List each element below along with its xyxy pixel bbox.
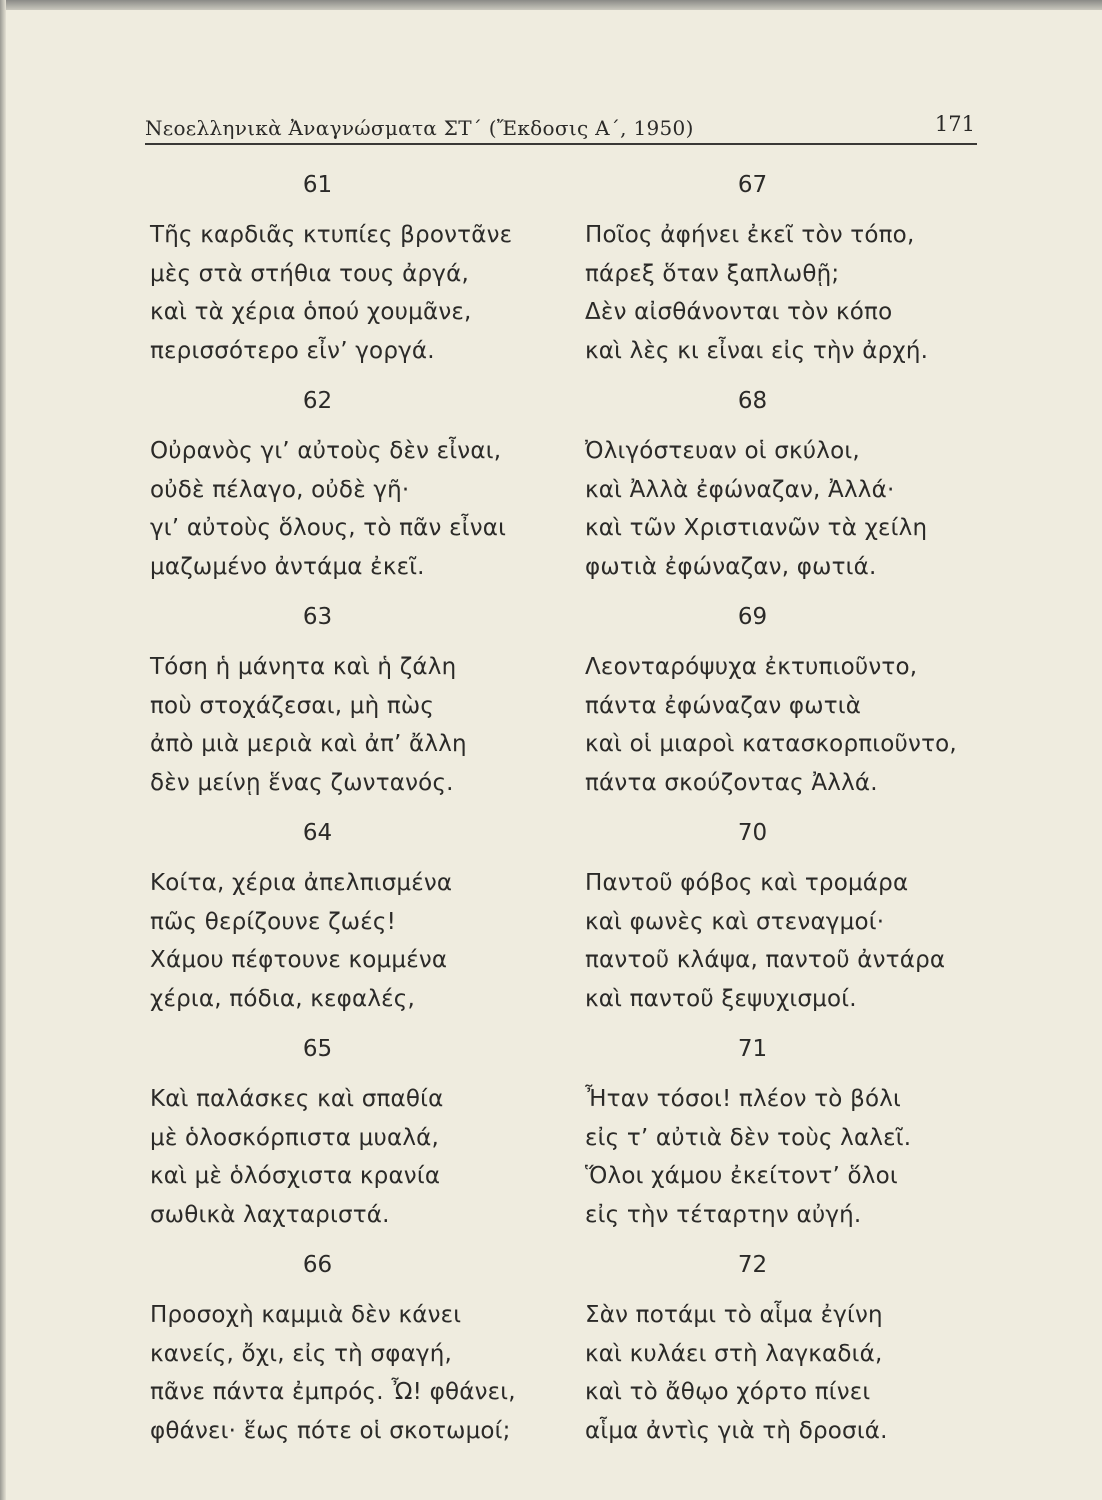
- verse-line: πάντα ἐφώναζαν φωτιὰ: [585, 692, 862, 719]
- verse-line: Σὰν ποτάμι τὸ αἷμα ἐγίνη: [585, 1302, 883, 1328]
- verse-line: χέρια, πόδια, κεφαλές,: [150, 985, 416, 1012]
- stanza-number: 61: [302, 172, 333, 198]
- stanza: [150, 816, 550, 1032]
- verse-line: καὶ τὰ χέρια ὁπού χουμᾶνε,: [150, 299, 472, 325]
- verse-line: καὶ κυλάει στὴ λαγκαδιά,: [585, 1340, 883, 1367]
- verse-line: εἰς τὴν τέταρτην αὐγή.: [585, 1201, 862, 1228]
- verse-line: καὶ τῶν Χριστιανῶν τὰ χείλη: [585, 515, 928, 541]
- stanza-number: 71: [737, 1036, 768, 1062]
- stanza-number: 66: [302, 1252, 333, 1278]
- right-column: [585, 168, 985, 1464]
- verse-line: εἰς τ’ αὐτιὰ δὲν τοὺς λαλεῖ.: [585, 1124, 912, 1151]
- running-header: [145, 112, 977, 144]
- stanza-number: 69: [737, 604, 768, 630]
- verse-line: καὶ οἱ μιαροὶ κατασκορπιοῦντο,: [585, 731, 957, 757]
- verse-line: σωθικὰ λαχταριστά.: [150, 1201, 390, 1228]
- verse-line: Προσοχὴ καμμιὰ δὲν κάνει: [150, 1302, 462, 1328]
- verse-line: Τῆς καρδιᾶς κτυπίες βροντᾶνε: [150, 222, 513, 248]
- verse-line: καὶ Ἀλλὰ ἐφώναζαν, Ἀλλά·: [585, 476, 895, 503]
- verse-line: ἀπὸ μιὰ μεριὰ καὶ ἀπ’ ἄλλη: [150, 731, 467, 757]
- stanza-number: 67: [737, 172, 768, 198]
- verse-line: φθάνει· ἕως πότε οἱ σκοτωμοί;: [150, 1417, 511, 1444]
- stanza-number: 63: [302, 604, 333, 630]
- verse-line: Καὶ παλάσκες καὶ σπαθία: [150, 1086, 444, 1112]
- verse-line: πάντα σκούζοντας Ἀλλά.: [585, 769, 878, 796]
- stanza: [585, 600, 985, 816]
- verse-line: γι’ αὐτοὺς ὅλους, τὸ πᾶν εἶναι: [150, 515, 507, 541]
- stanza: [150, 1032, 550, 1248]
- stanza: [150, 384, 550, 600]
- stanza: [585, 816, 985, 1032]
- verse-line: μαζωμένο ἀντάμα ἐκεῖ.: [150, 553, 425, 580]
- verse-line: Χάμου πέφτουνε κομμένα: [150, 947, 448, 973]
- verse-line: Λεονταρόψυχα ἐκτυπιοῦντο,: [585, 654, 918, 680]
- verse-line: Ὅλοι χάμου ἐκείτοντ’ ὅλοι: [585, 1163, 898, 1189]
- verse-line: Ὀλιγόστευαν οἱ σκύλοι,: [585, 438, 860, 464]
- verse-line: Παντοῦ φόβος καὶ τρομάρα: [585, 870, 909, 896]
- verse-line: περισσότερο εἶν’ γοργά.: [150, 337, 435, 364]
- stanza-number: 65: [302, 1036, 333, 1062]
- page-number: 171: [934, 112, 975, 136]
- verse-line: Δὲν αἰσθάνονται τὸν κόπο: [585, 299, 893, 325]
- verse-line: καὶ τὸ ἄθῳο χόρτο πίνει: [585, 1379, 871, 1405]
- verse-line: φωτιὰ ἐφώναζαν, φωτιά.: [585, 553, 877, 580]
- stanza: [585, 384, 985, 600]
- stanza: [585, 1248, 985, 1464]
- scan-top-edge: [0, 0, 1102, 10]
- stanza: [585, 168, 985, 384]
- verse-line: μὲς στὰ στήθια τους ἀργά,: [150, 260, 469, 287]
- verse-line: παντοῦ κλάψα, παντοῦ ἀντάρα: [585, 947, 946, 973]
- stanza: [150, 168, 550, 384]
- verse-line: Κοίτα, χέρια ἀπελπισμένα: [150, 870, 453, 896]
- verse-line: δὲν μείνῃ ἕνας ζωντανός.: [150, 769, 454, 796]
- header-rule: [145, 143, 977, 145]
- verse-line: οὐδὲ πέλαγο, οὐδὲ γῆ·: [150, 476, 410, 503]
- verse-line: πᾶνε πάντα ἐμπρός. Ὦ! φθάνει,: [150, 1379, 516, 1405]
- verse-line: καὶ λὲς κι εἶναι εἰς τὴν ἀρχή.: [585, 337, 929, 364]
- stanza-number: 64: [302, 820, 333, 846]
- verse-line: Οὐρανὸς γι’ αὐτοὺς δὲν εἶναι,: [150, 438, 502, 464]
- stanza-number: 62: [302, 388, 333, 414]
- header-title: Νεοελληνικὰ Ἀναγνώσματα ΣΤ΄ (Ἔκδοσις Α΄, 1950): [145, 116, 694, 140]
- verse-line: καὶ παντοῦ ξεψυχισμοί.: [585, 985, 857, 1012]
- verse-line: πῶς θερίζουνε ζωές!: [150, 908, 397, 935]
- stanza-number: 68: [737, 388, 768, 414]
- verse-line: μὲ ὁλοσκόρπιστα μυαλά,: [150, 1124, 440, 1151]
- verse-line: καὶ μὲ ὁλόσχιστα κρανία: [150, 1163, 441, 1189]
- verse-line: κανείς, ὄχι, εἰς τὴ σφαγή,: [150, 1340, 453, 1367]
- left-column: [150, 168, 550, 1464]
- verse-line: Τόση ἡ μάνητα καὶ ἡ ζάλη: [150, 654, 457, 680]
- stanza: [150, 1248, 550, 1464]
- stanza: [585, 1032, 985, 1248]
- verse-line: αἷμα ἀντὶς γιὰ τὴ δροσιά.: [585, 1417, 888, 1444]
- stanza-number: 70: [737, 820, 768, 846]
- verse-line: καὶ φωνὲς καὶ στεναγμοί·: [585, 908, 885, 935]
- verse-line: Ποῖος ἀφήνει ἐκεῖ τὸν τόπο,: [585, 222, 915, 248]
- verse-line: πάρεξ ὅταν ξαπλωθῇ;: [585, 260, 840, 287]
- stanza-number: 72: [737, 1252, 768, 1278]
- verse-line: Ἦταν τόσοι! πλέον τὸ βόλι: [585, 1086, 902, 1112]
- verse-line: ποὺ στοχάζεσαι, μὴ πὼς: [150, 692, 435, 719]
- stanza: [150, 600, 550, 816]
- scan-binding-edge: [0, 0, 6, 1500]
